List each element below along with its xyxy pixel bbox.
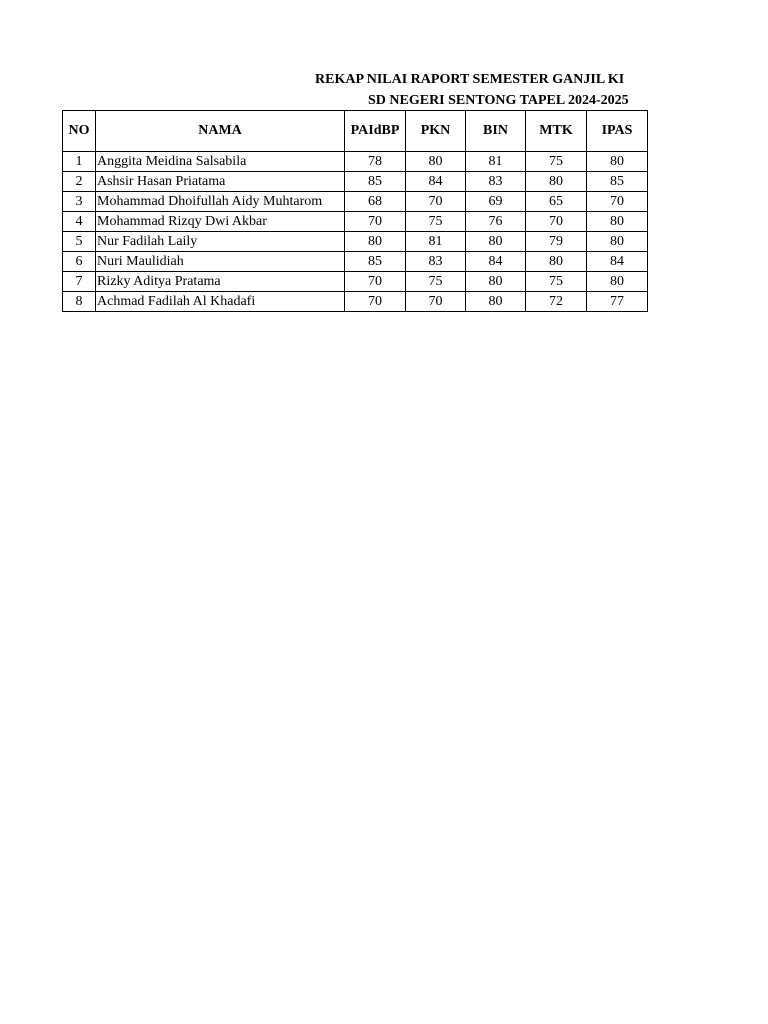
cell-ipas: 80	[587, 272, 648, 292]
table-row	[63, 172, 648, 192]
table-row	[63, 232, 648, 252]
cell-ipas: 77	[587, 292, 648, 312]
table-row	[63, 152, 648, 172]
cell-mtk: 70	[526, 212, 587, 232]
cell-pkn: 83	[406, 252, 466, 272]
cell-mtk: 75	[526, 152, 587, 172]
cell-paidbp: 78	[345, 152, 406, 172]
header-bin: BIN	[466, 111, 526, 152]
table-row	[63, 272, 648, 292]
header-ipas: IPAS	[587, 111, 648, 152]
cell-nama: Ashsir Hasan Priatama	[96, 172, 345, 192]
table-header-row	[63, 111, 648, 152]
cell-mtk: 79	[526, 232, 587, 252]
cell-bin: 69	[466, 192, 526, 212]
cell-nama: Nuri Maulidiah	[96, 252, 345, 272]
cell-bin: 80	[466, 232, 526, 252]
cell-nama: Achmad Fadilah Al Khadafi	[96, 292, 345, 312]
cell-pkn: 70	[406, 292, 466, 312]
header-mtk: MTK	[526, 111, 587, 152]
cell-nama: Anggita Meidina Salsabila	[96, 152, 345, 172]
document-title	[0, 70, 648, 112]
cell-nama: Mohammad Dhoifullah Aidy Muhtarom	[96, 192, 345, 212]
cell-nama: Rizky Aditya Pratama	[96, 272, 345, 292]
cell-paidbp: 85	[345, 172, 406, 192]
header-no: NO	[63, 111, 96, 152]
cell-bin: 80	[466, 292, 526, 312]
cell-paidbp: 68	[345, 192, 406, 212]
title-line-2: SD NEGERI SENTONG TAPEL 2024-2025	[368, 93, 629, 108]
header-pkn: PKN	[406, 111, 466, 152]
cell-mtk: 72	[526, 292, 587, 312]
cell-paidbp: 85	[345, 252, 406, 272]
header-paidbp: PAIdBP	[345, 111, 406, 152]
cell-ipas: 80	[587, 152, 648, 172]
cell-no: 8	[63, 292, 96, 312]
table-row	[63, 212, 648, 232]
cell-bin: 83	[466, 172, 526, 192]
cell-no: 1	[63, 152, 96, 172]
cell-no: 7	[63, 272, 96, 292]
cell-mtk: 65	[526, 192, 587, 212]
cell-bin: 84	[466, 252, 526, 272]
table-row	[63, 252, 648, 272]
cell-no: 3	[63, 192, 96, 212]
table-row	[63, 292, 648, 312]
cell-no: 5	[63, 232, 96, 252]
cell-mtk: 80	[526, 252, 587, 272]
cell-pkn: 80	[406, 152, 466, 172]
cell-nama: Nur Fadilah Laily	[96, 232, 345, 252]
cell-no: 2	[63, 172, 96, 192]
cell-no: 4	[63, 212, 96, 232]
cell-bin: 76	[466, 212, 526, 232]
cell-ipas: 85	[587, 172, 648, 192]
cell-ipas: 80	[587, 232, 648, 252]
cell-pkn: 81	[406, 232, 466, 252]
cell-pkn: 75	[406, 272, 466, 292]
table-row	[63, 192, 648, 212]
cell-ipas: 84	[587, 252, 648, 272]
cell-mtk: 80	[526, 172, 587, 192]
title-line-1: REKAP NILAI RAPORT SEMESTER GANJIL KI	[315, 72, 625, 87]
cell-pkn: 75	[406, 212, 466, 232]
cell-paidbp: 70	[345, 292, 406, 312]
cell-ipas: 70	[587, 192, 648, 212]
cell-paidbp: 70	[345, 212, 406, 232]
grades-table	[62, 110, 648, 312]
cell-ipas: 80	[587, 212, 648, 232]
header-nama: NAMA	[96, 111, 345, 152]
cell-paidbp: 80	[345, 232, 406, 252]
cell-no: 6	[63, 252, 96, 272]
cell-bin: 81	[466, 152, 526, 172]
cell-paidbp: 70	[345, 272, 406, 292]
cell-bin: 80	[466, 272, 526, 292]
cell-pkn: 70	[406, 192, 466, 212]
cell-nama: Mohammad Rizqy Dwi Akbar	[96, 212, 345, 232]
cell-mtk: 75	[526, 272, 587, 292]
cell-pkn: 84	[406, 172, 466, 192]
